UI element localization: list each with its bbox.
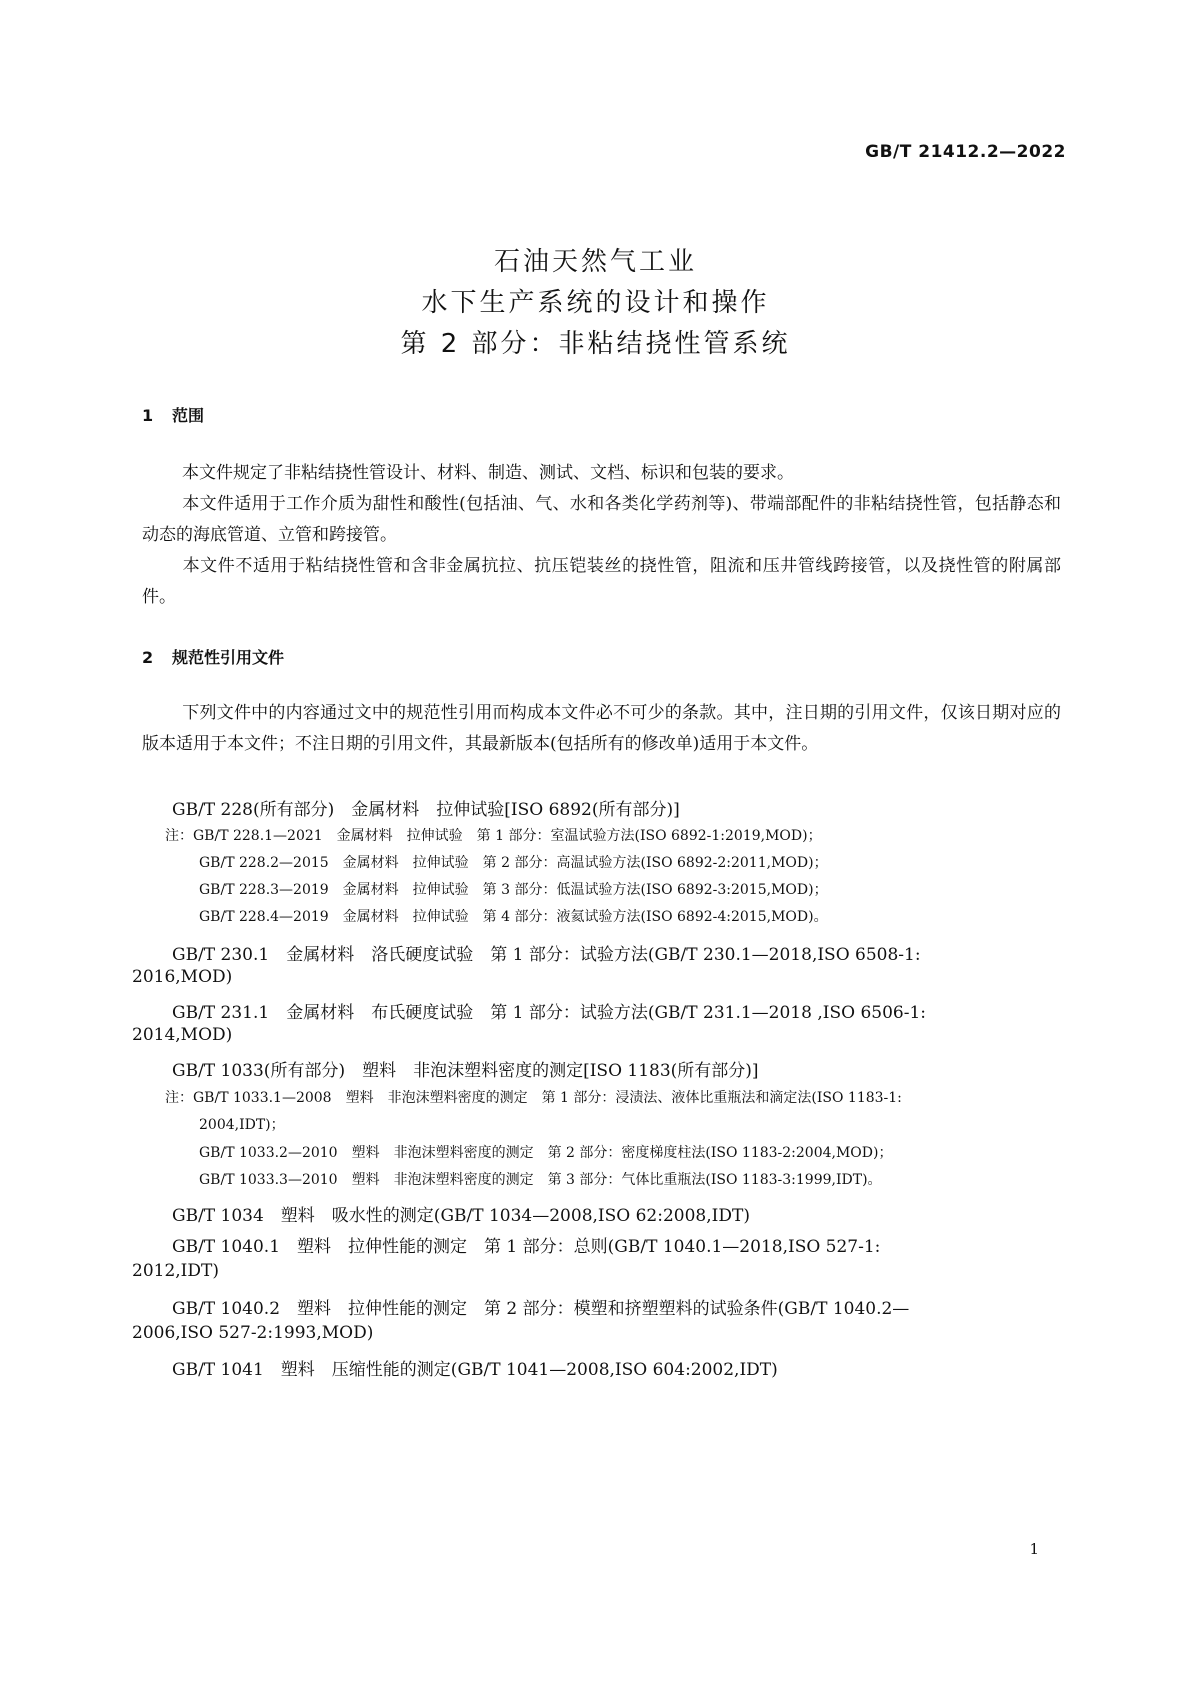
sec1-paragraph-3: 本文件不适用于粘结挠性管和含非金属抗拉、抗压铠装丝的挠性管，阻流和压井管线跨接管，以及挠性管的附属部件。 [142,556,1061,607]
reference-gbt-1040-2: GB/T 1040.2 塑料 拉伸性能的测定 第 2 部分：模塑和挤塑塑料的试验条件(GB/T 1040.2— [172,1299,910,1319]
standard-number: GB/T 21412.2—2022 [865,142,1066,162]
section-number: 2 [142,648,154,667]
reference-gbt-231-1: GB/T 231.1 金属材料 布氏硬度试验 第 1 部分：试验方法(GB/T 231.1—2018 ,ISO 6506-1: [172,1003,927,1023]
sec2-intro-paragraph: 下列文件中的内容通过文中的规范性引用而构成本文件必不可少的条款。其中，注日期的引用文件，仅该日期对应的版本适用于本文件；不注日期的引用文件，其最新版本(包括所有的修改单)适用于本文件。 [142,703,1061,754]
reference-gbt-231-1-cont: 2014,MOD) [132,1025,233,1045]
note-gbt-1033-1: 注：GB/T 1033.1—2008 塑料 非泡沫塑料密度的测定 第 1 部分：浸渍法、液体比重瓶法和滴定法(ISO 1183-1: [165,1090,902,1106]
note-gbt-228-4: GB/T 228.4—2019 金属材料 拉伸试验 第 4 部分：液氦试验方法(ISO 6892-4:2015,MOD)。 [199,909,828,925]
title-line-1: 石油天然气工业 [493,247,697,277]
title-line-3: 第 2 部分：非粘结挠性管系统 [400,329,791,359]
page-number: 1 [1029,1540,1039,1558]
section-1-heading [142,403,204,426]
note-gbt-228-2: GB/T 228.2—2015 金属材料 拉伸试验 第 2 部分：高温试验方法(ISO 6892-2:2011,MOD)； [199,855,828,871]
reference-gbt-1034: GB/T 1034 塑料 吸水性的测定(GB/T 1034—2008,ISO 62:2008,IDT) [172,1206,750,1226]
section-2-heading [142,645,284,668]
reference-gbt-1033: GB/T 1033(所有部分) 塑料 非泡沫塑料密度的测定[ISO 1183(所有部分)] [172,1061,759,1081]
note-gbt-228-1: 注：GB/T 228.1—2021 金属材料 拉伸试验 第 1 部分：室温试验方法(ISO 6892-1:2019,MOD)； [165,828,822,844]
title-line-2: 水下生产系统的设计和操作 [421,288,770,318]
note-gbt-1033-3: GB/T 1033.3—2010 塑料 非泡沫塑料密度的测定 第 3 部分：气体比重瓶法(ISO 1183-3:1999,IDT)。 [199,1172,882,1188]
reference-gbt-1040-1-cont: 2012,IDT) [132,1261,219,1281]
section-title: 范围 [172,406,205,425]
section-number: 1 [142,406,154,425]
note-gbt-1033-1-cont: 2004,IDT)； [199,1117,285,1133]
reference-gbt-230-1-cont: 2016,MOD) [132,967,233,987]
sec1-paragraph-1: 本文件规定了非粘结挠性管设计、材料、制造、测试、文档、标识和包装的要求。 [182,463,794,483]
note-gbt-1033-2: GB/T 1033.2—2010 塑料 非泡沫塑料密度的测定 第 2 部分：密度梯度柱法(ISO 1183-2:2004,MOD)； [199,1145,893,1161]
reference-gbt-230-1: GB/T 230.1 金属材料 洛氏硬度试验 第 1 部分：试验方法(GB/T 230.1—2018,ISO 6508-1: [172,945,921,965]
reference-gbt-1040-1: GB/T 1040.1 塑料 拉伸性能的测定 第 1 部分：总则(GB/T 1040.1—2018,ISO 527-1: [172,1237,881,1257]
reference-gbt-1040-2-cont: 2006,ISO 527-2:1993,MOD) [132,1323,374,1343]
reference-gbt-1041: GB/T 1041 塑料 压缩性能的测定(GB/T 1041—2008,ISO 604:2002,IDT) [172,1360,778,1380]
note-gbt-228-3: GB/T 228.3—2019 金属材料 拉伸试验 第 3 部分：低温试验方法(ISO 6892-3:2015,MOD)； [199,882,828,898]
section-title: 规范性引用文件 [172,648,285,667]
document-title [0,242,1191,365]
sec1-paragraph-2: 本文件适用于工作介质为甜性和酸性(包括油、气、水和各类化学药剂等)、带端部配件的非粘结挠性管，包括静态和动态的海底管道、立管和跨接管。 [142,494,1061,545]
reference-gbt-228: GB/T 228(所有部分) 金属材料 拉伸试验[ISO 6892(所有部分)] [172,800,680,820]
